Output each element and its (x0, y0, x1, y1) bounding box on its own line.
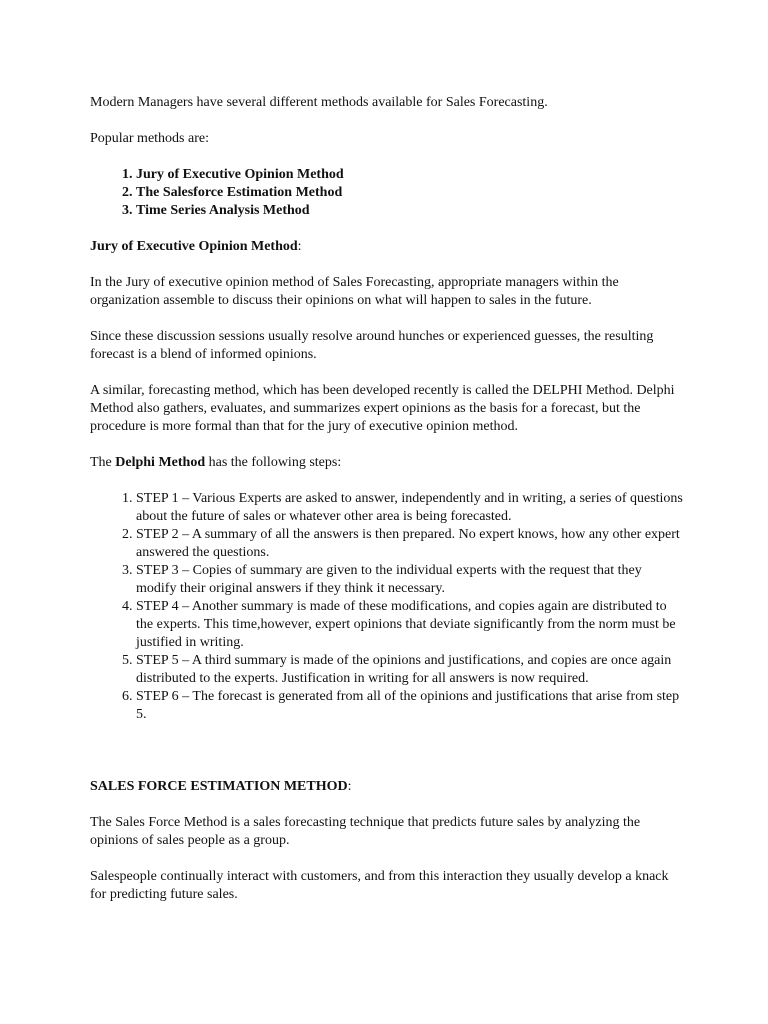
jury-section-heading (90, 238, 684, 256)
jury-heading-colon: : (297, 239, 302, 254)
jury-paragraph-3: A similar, forecasting method, which has been developed recently is called the DELPHI Method. Delphi Method also gathers, evaluates, and summarizes expert opinions as the basis for a forecast, but the procedure is more formal than that for the jury of executive opinion method. (90, 383, 675, 434)
step-item-6: 6. STEP 6 – The forecast is generated from all of the opinions and justifications that arise from step 5. (136, 688, 684, 724)
step-item-5: 5. STEP 5 – A third summary is made of the opinions and justifications, and copies are once again distributed to the experts. Justification in writing for all answers is now required. (136, 652, 684, 688)
sales-force-heading-text: SALES FORCE ESTIMATION METHOD (90, 779, 348, 794)
methods-list (90, 166, 684, 220)
intro-line: Modern Managers have several different methods available for Sales Forecasting. (90, 95, 548, 110)
method-item-jury: 1. Jury of Executive Opinion Method (136, 166, 684, 184)
delphi-intro-prefix: The (90, 455, 116, 470)
jury-paragraph-2: Since these discussion sessions usually resolve around hunches or experienced guesses, the resulting forecast is a blend of informed opinions. (90, 329, 654, 362)
step-item-3: 3. STEP 3 – Copies of summary are given to the individual experts with the request that they modify their original answers if they think it necessary. (136, 562, 684, 598)
sales-force-paragraph-1: The Sales Force Method is a sales forecasting technique that predicts future sales by analyzing the opinions of sales people as a group. (90, 815, 641, 848)
step-item-1: 1. STEP 1 – Various Experts are asked to answer, independently and in writing, a series of questions about the future of sales or whatever other area is being forecasted. (136, 490, 684, 526)
delphi-intro-suffix: has the following steps: (205, 455, 342, 470)
delphi-method-label: Delphi Method (115, 455, 206, 470)
step-item-4: 4. STEP 4 – Another summary is made of these modifications, and copies again are distributed to the experts. This time,however, expert opinions that deviate significantly from the norm must be justified in writing. (136, 598, 684, 652)
method-item-time-series: 3. Time Series Analysis Method (136, 202, 684, 220)
sales-force-section-heading (90, 778, 684, 796)
sales-force-paragraph-2: Salespeople continually interact with customers, and from this interaction they usually develop a knack for predicting future sales. (90, 869, 669, 902)
delphi-steps-list (90, 490, 684, 724)
jury-heading-text: Jury of Executive Opinion Method (90, 239, 298, 254)
jury-paragraph-1: In the Jury of executive opinion method of Sales Forecasting, appropriate managers within the organization assemble to discuss their opinions on what will happen to sales in the future. (90, 275, 619, 308)
intro-methods-label: Popular methods are: (90, 131, 209, 146)
method-item-salesforce: 2. The Salesforce Estimation Method (136, 184, 684, 202)
sales-force-heading-colon: : (347, 779, 352, 794)
delphi-intro (90, 454, 684, 472)
step-item-2: 2. STEP 2 – A summary of all the answers is then prepared. No expert knows, how any other expert answered the questions. (136, 526, 684, 562)
